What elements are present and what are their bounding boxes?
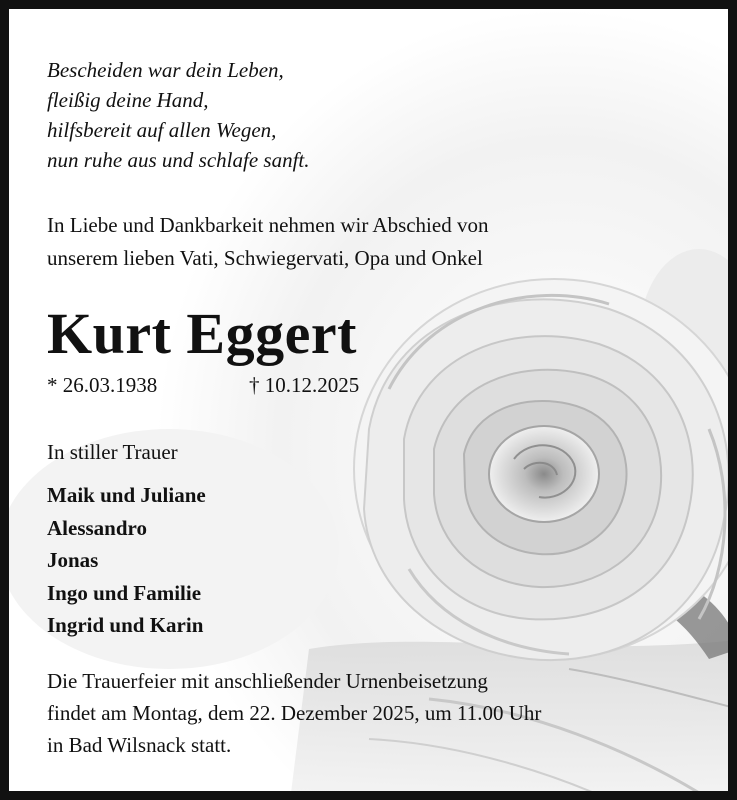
mourner: Alessandro [47, 515, 147, 540]
intro-line: In Liebe und Dankbarkeit nehmen wir Abschied von [47, 213, 489, 237]
death-date: † 10.12.2025 [249, 373, 360, 397]
poem-line: fleißig deine Hand, [47, 88, 209, 112]
mourner: Ingrid und Karin [47, 613, 204, 637]
funeral-line: findet am Montag, dem 22. Dezember 2025, um 11.00 Uhr [47, 701, 542, 725]
intro-line: unserem lieben Vati, Schwiegervati, Opa und Onkel [47, 246, 483, 270]
poem [47, 55, 310, 175]
mourner: Ingo und Familie [47, 580, 202, 605]
intro-text [47, 209, 488, 275]
mourner: Jonas [47, 548, 99, 572]
poem-line: nun ruhe aus und schlafe sanft. [47, 148, 310, 172]
funeral-line: in Bad Wilsnack statt. [47, 733, 232, 757]
poem-line: hilfsbereit auf allen Wegen, [47, 118, 277, 142]
mourning-label: In stiller Trauer [47, 440, 178, 464]
notice-content [9, 9, 737, 800]
funeral-line: Die Trauerfeier mit anschließender Urnenbeisetzung [47, 669, 488, 693]
funeral-info [47, 665, 541, 761]
deceased-name: Kurt Eggert [47, 301, 357, 366]
birth-date: * 26.03.1938 [47, 373, 158, 397]
mourner: Maik und Juliane [47, 483, 206, 507]
poem-line: Bescheiden war dein Leben, [47, 58, 284, 82]
mourners-list [47, 479, 206, 642]
